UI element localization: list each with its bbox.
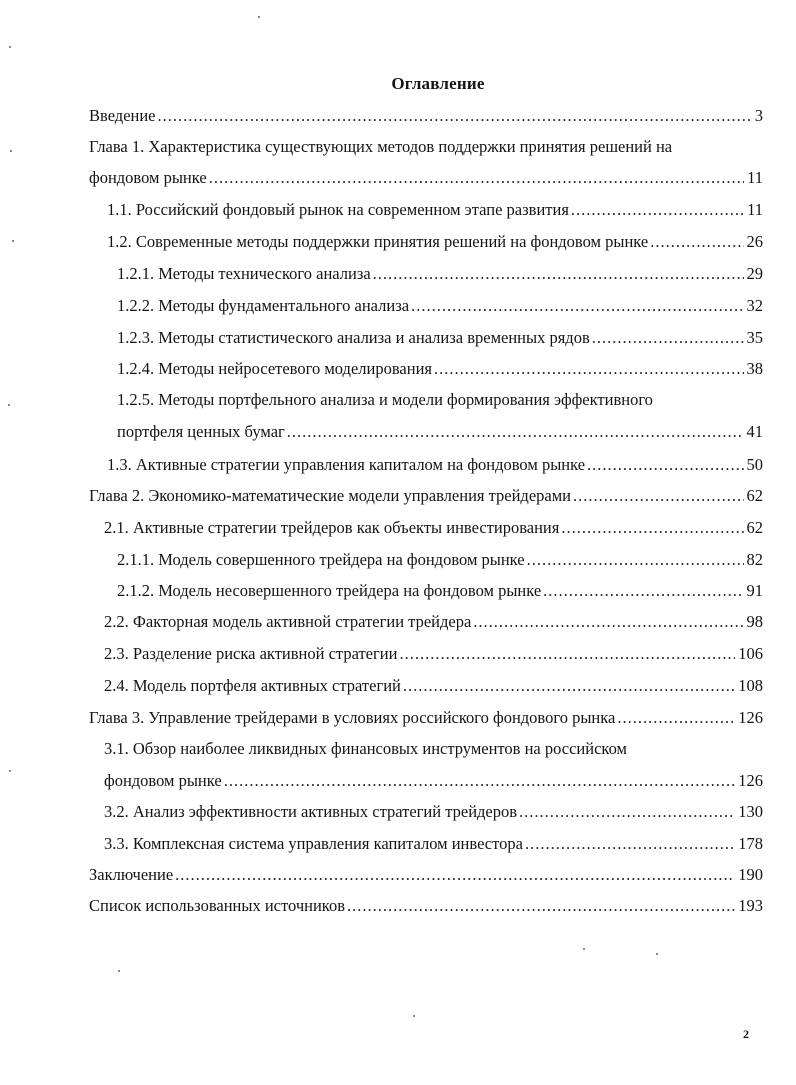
toc-entry-conclusion[interactable]: [89, 859, 763, 890]
toc-leader-dots: [587, 449, 743, 480]
toc-entry-section-2-2[interactable]: [104, 606, 763, 637]
toc-entry-text: 1.2.4. Методы нейросетевого моделирования: [117, 359, 432, 378]
toc-entry-text: 1.2.3. Методы статистического анализа и анализа временных рядов: [117, 328, 590, 347]
toc-leader-dots: [525, 828, 735, 859]
toc-entry-page: 38: [746, 359, 763, 378]
toc-entry-text: Введение: [89, 106, 156, 125]
toc-leader-dots: [224, 765, 736, 796]
toc-entry-text: 1.1. Российский фондовый рынок на современном этапе развития: [107, 200, 569, 219]
toc-entry-text: Список использованных источников: [89, 896, 345, 915]
page-number: 2: [743, 1027, 749, 1041]
scan-speck: [118, 970, 120, 972]
toc-leader-dots: [403, 670, 735, 701]
toc-entry-text: Заключение: [89, 865, 174, 884]
toc-entry-section-1-2[interactable]: [107, 226, 763, 257]
toc-leader-dots: [175, 859, 735, 890]
toc-entry-chapter-2[interactable]: [89, 480, 763, 511]
toc-entry-section-2-3[interactable]: [104, 638, 763, 669]
toc-entry-page: 98: [746, 612, 763, 631]
toc-entry-text: 3.2. Анализ эффективности активных стратегий трейдеров: [104, 802, 518, 821]
toc-entry-page: 82: [746, 550, 763, 569]
toc-leader-dots: [519, 796, 735, 827]
toc-entry-chapter-3[interactable]: [89, 702, 763, 733]
toc-entry-section-2-4[interactable]: [104, 670, 763, 701]
scan-speck: [656, 953, 658, 955]
toc-entry-subsection-2-1-2[interactable]: [117, 575, 763, 606]
toc-leader-dots: [543, 575, 743, 606]
toc-entry-text: Глава 3. Управление трейдерами в условиях российского фондового рынка: [89, 708, 616, 727]
toc-entry-page: 11: [747, 200, 763, 219]
toc-entry-text: фондовом рынке: [104, 771, 222, 790]
toc-entry-section-1-3[interactable]: [107, 449, 763, 480]
toc-entry-text: 1.2.5. Методы портфельного анализа и модели формирования эффективного: [117, 390, 653, 409]
toc-entry-page: 190: [738, 865, 763, 884]
toc-entry-page: 108: [738, 676, 763, 695]
toc-entry-text: 2.3. Разделение риска активной стратегии: [104, 644, 398, 663]
toc-entry-page: 41: [746, 422, 763, 441]
scan-speck: [8, 404, 10, 406]
toc-entry-page: 62: [746, 518, 763, 537]
toc-entry-text: 2.1.2. Модель несовершенного трейдера на фондовом рынке: [117, 581, 542, 600]
toc-leader-dots: [399, 638, 735, 669]
toc-entry-section-2-1[interactable]: [104, 512, 763, 543]
toc-entry-page: 178: [738, 834, 763, 853]
toc-leader-dots: [573, 480, 744, 511]
toc-entry-section-3-3[interactable]: [104, 828, 763, 859]
toc-entry-page: 32: [746, 296, 763, 315]
toc-entry-text: 1.3. Активные стратегии управления капиталом на фондовом рынке: [107, 455, 586, 474]
toc-entry-page: 29: [746, 264, 763, 283]
toc-leader-dots: [650, 226, 743, 257]
scan-speck: [10, 150, 12, 152]
toc-entry-section-3-1[interactable]: [104, 733, 763, 764]
toc-entry-text: 2.2. Факторная модель активной стратегии трейдера: [104, 612, 472, 631]
toc-entry-chapter-1[interactable]: [89, 131, 763, 162]
toc-entry-text: Глава 2. Экономико-математические модели управления трейдерами: [89, 486, 571, 505]
toc-entry-subsection-1-2-5[interactable]: [117, 384, 763, 415]
toc-entry-text: 2.4. Модель портфеля активных стратегий: [104, 676, 401, 695]
toc-entry-page: 126: [738, 708, 763, 727]
toc-entry-text: 1.2. Современные методы поддержки принятия решений на фондовом рынке: [107, 232, 649, 251]
toc-leader-dots: [473, 606, 743, 637]
toc-entry-page: 91: [746, 581, 763, 600]
toc-entry-text: 3.3. Комплексная система управления капиталом инвестора: [104, 834, 523, 853]
toc-leader-dots: [592, 322, 744, 353]
toc-leader-dots: [347, 890, 735, 921]
toc-leader-dots: [411, 290, 743, 321]
toc-entry-section-1-1[interactable]: [107, 194, 763, 225]
toc-entry-section-3-1-continued[interactable]: [104, 765, 763, 796]
toc-leader-dots: [527, 544, 744, 575]
scan-speck: [9, 46, 11, 48]
toc-entry-page: 106: [738, 644, 763, 663]
toc-entry-chapter-1-continued[interactable]: [89, 162, 763, 193]
toc-leader-dots: [373, 258, 744, 289]
toc-entry-subsection-1-2-5-continued[interactable]: [117, 416, 763, 447]
toc-entry-page: 50: [746, 455, 763, 474]
toc-entry-subsection-1-2-4[interactable]: [117, 353, 763, 384]
scan-speck: [9, 770, 11, 772]
toc-leader-dots: [434, 353, 744, 384]
scan-speck: [583, 948, 585, 950]
toc-entry-page: 11: [747, 168, 763, 187]
toc-leader-dots: [158, 100, 752, 131]
toc-entry-page: 26: [746, 232, 763, 251]
toc-leader-dots: [571, 194, 744, 225]
toc-entry-page: 193: [738, 896, 763, 915]
toc-entry-text: фондовом рынке: [89, 168, 207, 187]
toc-entry-text: 1.2.1. Методы технического анализа: [117, 264, 371, 283]
toc-entry-page: 126: [738, 771, 763, 790]
toc-leader-dots: [287, 416, 744, 447]
toc-entry-page: 35: [746, 328, 763, 347]
toc-leader-dots: [561, 512, 743, 543]
toc-entry-page: 3: [754, 106, 763, 125]
toc-entry-subsection-2-1-1[interactable]: [117, 544, 763, 575]
toc-entry-subsection-1-2-1[interactable]: [117, 258, 763, 289]
scan-speck: [12, 240, 14, 242]
toc-title: Оглавление: [391, 74, 485, 93]
toc-entry-text: 3.1. Обзор наиболее ликвидных финансовых инструментов на российском: [104, 739, 627, 758]
toc-entry-text: 2.1. Активные стратегии трейдеров как объекты инвестирования: [104, 518, 560, 537]
toc-leader-dots: [617, 702, 735, 733]
toc-entry-page: 62: [746, 486, 763, 505]
toc-leader-dots: [209, 162, 744, 193]
toc-entry-subsection-1-2-2[interactable]: [117, 290, 763, 321]
toc-entry-section-3-2[interactable]: [104, 796, 763, 827]
toc-entry-text: 2.1.1. Модель совершенного трейдера на фондовом рынке: [117, 550, 525, 569]
scan-speck: [258, 16, 260, 18]
toc-entry-text: 1.2.2. Методы фундаментального анализа: [117, 296, 410, 315]
toc-entry-subsection-1-2-3[interactable]: [117, 322, 763, 353]
toc-entry-page: 130: [738, 802, 763, 821]
toc-entry-text: Глава 1. Характеристика существующих методов поддержки принятия решений на: [89, 137, 673, 156]
toc-entry-references[interactable]: [89, 890, 763, 921]
toc-entry-text: портфеля ценных бумаг: [117, 422, 285, 441]
scan-speck: [413, 1015, 415, 1017]
toc-entry-introduction[interactable]: [89, 100, 763, 131]
